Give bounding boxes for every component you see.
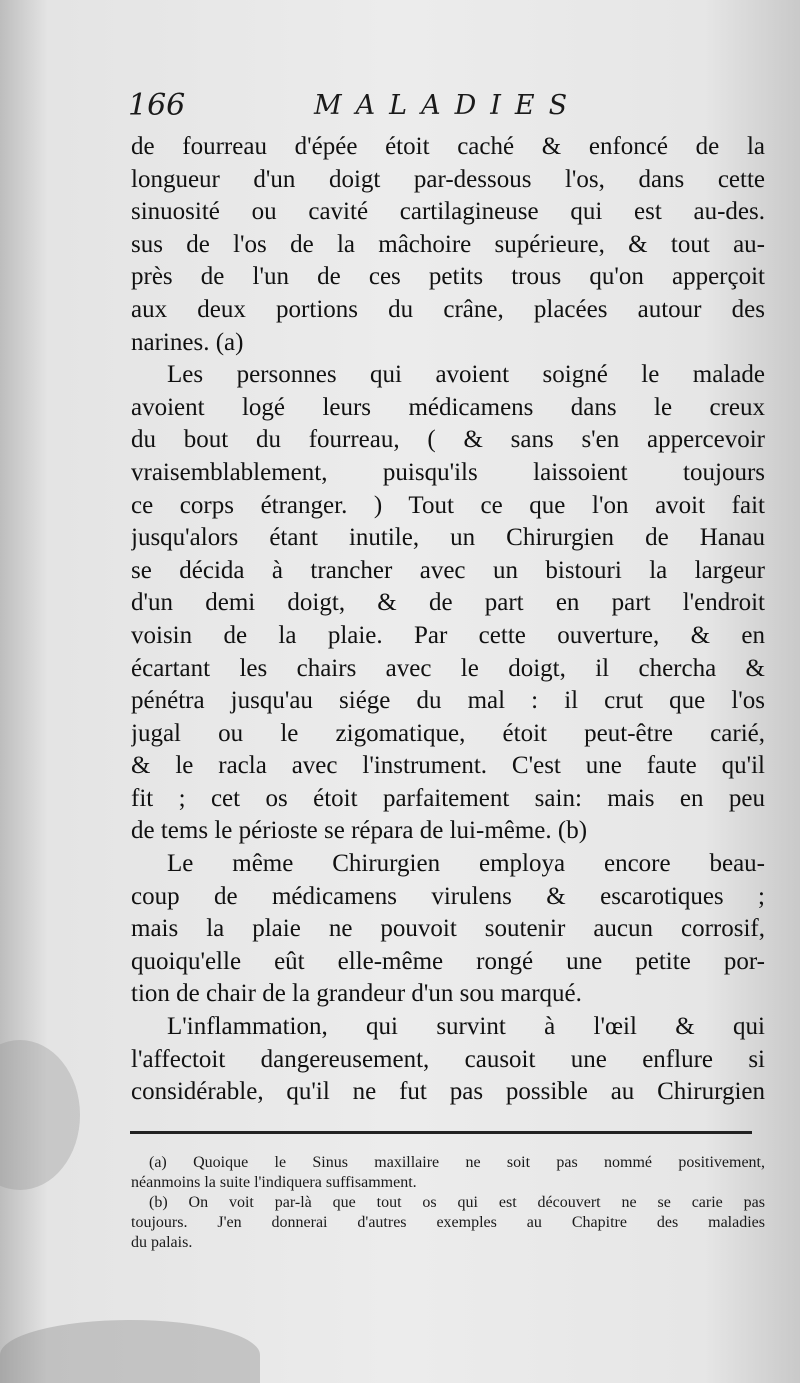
text-line: Le même Chirurgien employa encore beau- — [167, 850, 765, 878]
footnote-line: du palais. — [131, 1234, 193, 1251]
text-line: l'affectoit dangereusement, causoit une enflure si — [131, 1045, 765, 1073]
footnote-line: (b) On voit par-là que tout os qui est découvert ne se carie pas — [149, 1194, 765, 1211]
text-line: de tems le périoste se répara de lui-même. (b) — [131, 817, 588, 845]
text-line: L'inflammation, qui survint à l'œil & qui — [167, 1013, 765, 1041]
text-line: avoient logé leurs médicamens dans le creux — [131, 393, 765, 421]
text-line: écartant les chairs avec le doigt, il chercha & — [131, 654, 765, 682]
text-line: jusqu'alors étant inutile, un Chirurgien de Hanau — [131, 524, 765, 552]
text-line: sinuosité ou cavité cartilagineuse qui est au-des. — [131, 198, 765, 226]
body-text — [131, 131, 765, 1109]
text-line: près de l'un de ces petits trous qu'on apperçoit — [131, 263, 765, 291]
text-line: vraisemblablement, puisqu'ils laissoient toujours — [131, 458, 765, 486]
footnote-line: toujours. J'en donnerai d'autres exemples au Chapitre des maladies — [131, 1214, 765, 1231]
text-line: sus de l'os de la mâchoire supérieure, & tout au- — [131, 230, 765, 258]
text-line: pénétra jusqu'au siége du mal : il crut que l'os — [131, 687, 765, 715]
text-line: longueur d'un doigt par-dessous l'os, dans cette — [131, 165, 765, 193]
text-line: aux deux portions du crâne, placées autour des — [131, 295, 765, 323]
text-line: coup de médicamens virulens & escarotiques ; — [131, 882, 765, 910]
text-line: de fourreau d'épée étoit caché & enfoncé de la — [131, 133, 765, 160]
text-line: tion de chair de la grandeur d'un sou marqué. — [131, 980, 582, 1008]
text-line: Les personnes qui avoient soigné le malade — [167, 361, 765, 389]
text-line: ce corps étranger. ) Tout ce que l'on avoit fait — [131, 491, 765, 519]
text-line: du bout du fourreau, ( & sans s'en appercevoir — [131, 426, 765, 454]
text-line: considérable, qu'il ne fut pas possible au Chirurgien — [131, 1078, 765, 1106]
text-line: fit ; cet os étoit parfaitement sain: mais en peu — [131, 784, 765, 812]
page-header — [128, 88, 768, 128]
footnotes — [131, 1153, 765, 1253]
text-line: & le racla avec l'instrument. C'est une faute qu'il — [131, 752, 765, 780]
paper-stain — [0, 1040, 80, 1190]
text-line: quoiqu'elle eût elle-même rongé une petite por- — [131, 947, 765, 975]
page-number: 166 — [128, 88, 186, 123]
text-line: narines. (a) — [131, 328, 244, 356]
text-line: d'un demi doigt, & de part en part l'endroit — [131, 589, 765, 617]
footnote-line: (a) Quoique le Sinus maxillaire ne soit pas nommé positivement, — [149, 1154, 765, 1171]
text-line: voisin de la plaie. Par cette ouverture, & en — [131, 621, 765, 649]
text-line: jugal ou le zigomatique, étoit peut-être carié, — [131, 719, 765, 747]
running-title: MALADIES — [314, 90, 582, 121]
footnote-line: néanmoins la suite l'indiquera suffisamment. — [131, 1174, 417, 1191]
text-line: se décida à trancher avec un bistouri la largeur — [131, 556, 765, 584]
footnote-rule — [130, 1131, 752, 1134]
text-line: mais la plaie ne pouvoit soutenir aucun corrosif, — [131, 915, 765, 943]
paper-stain-bottom — [0, 1320, 260, 1383]
